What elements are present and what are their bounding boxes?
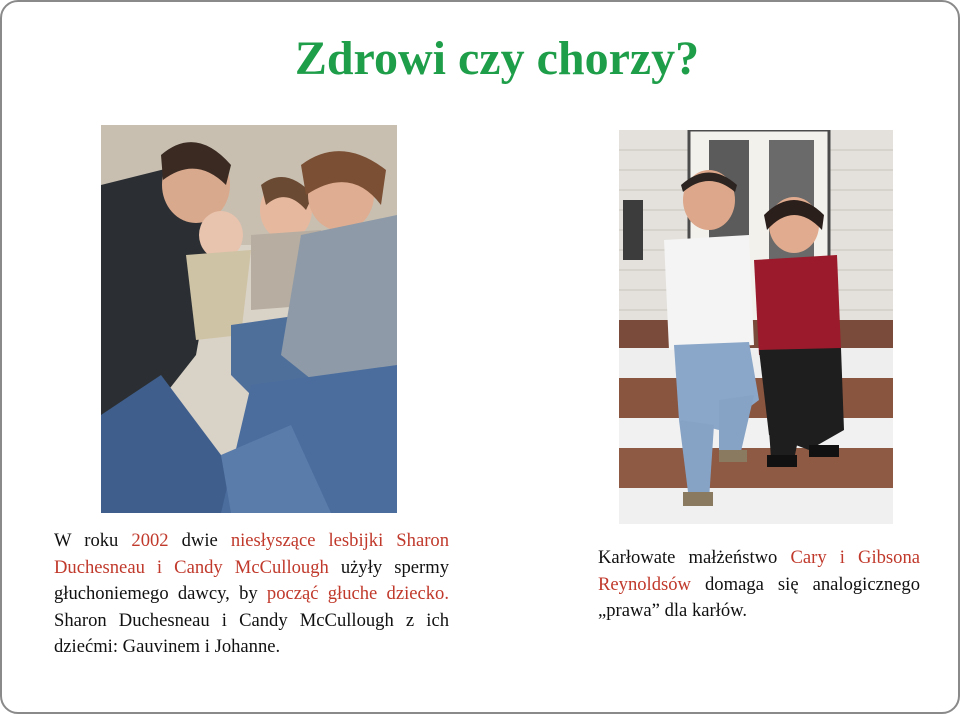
caption-part-highlight: Cary i Gibsona Reynoldsów [598,547,920,595]
caption-part: dwie [168,530,231,551]
caption-part: Sharon Duchesneau i Candy McCullough z ich dziećmi: Gauvinem i Johanne. [54,609,449,657]
caption-part: W roku [54,530,132,551]
slide-title: Zdrowi czy chorzy? [294,32,700,85]
caption-part-highlight: 2002 [131,530,169,551]
caption-part: domaga się analogicznego „prawa” dla karłów. [598,573,920,621]
family-photo [101,125,397,513]
caption-part-highlight: począć głuche dziecko. [266,583,450,604]
caption-lesbian-couple [54,528,449,661]
caption-dwarf-couple [598,545,920,625]
caption-part: użyły spermy głuchoniemego dawcy, by [54,556,450,604]
couple-photo [619,130,893,524]
caption-part-highlight: niesłyszące lesbijki Sharon Duchesneau i Candy McCullough [54,530,449,578]
caption-part: Karłowate małżeństwo [598,547,791,568]
